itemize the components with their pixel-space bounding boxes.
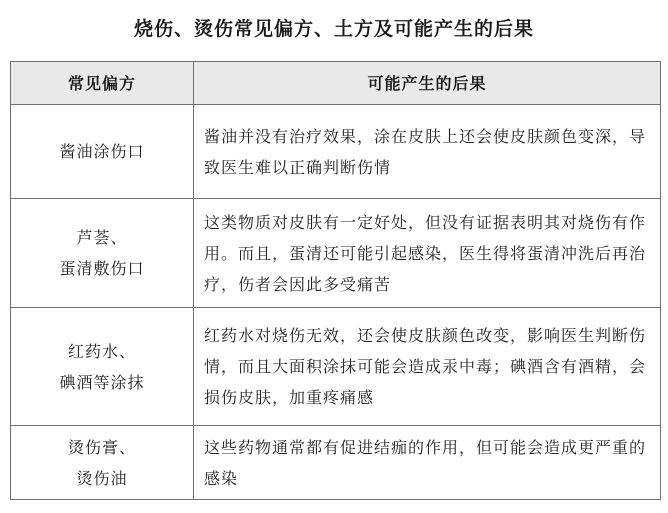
remedy-cell: [11, 199, 194, 308]
document-title: 烧伤、烫伤常见偏方、土方及可能产生的后果: [133, 18, 534, 40]
column-header-consequence: 可能产生的后果: [194, 62, 661, 105]
table-row: [11, 426, 661, 500]
remedy-cell: [11, 105, 194, 199]
column-header-remedy: 常见偏方: [11, 62, 194, 105]
remedy-text: 烫伤膏、: [67, 437, 136, 457]
remedy-text: 酱油涂伤口: [59, 142, 145, 161]
remedy-text: 碘酒等涂抹: [59, 372, 145, 392]
consequence-cell: 酱油并没有治疗效果，涂在皮肤上还会使皮肤颜色变深，导致医生难以正确判断伤情: [194, 105, 661, 199]
consequence-cell: 这类物质对皮肤有一定好处，但没有证据表明其对烧伤有作用。而且，蛋清还可能引起感染，医生得将蛋清冲洗后再治疗，伤者会因此多受痛苦: [194, 199, 661, 308]
remedy-text: 芦荟、: [76, 228, 128, 247]
remedy-text: 烫伤油: [76, 468, 128, 488]
table-row: [11, 105, 661, 199]
remedy-cell: [11, 426, 194, 500]
consequence-cell: 红药水对烧伤无效，还会使皮肤颜色改变，影响医生判断伤情，而且大面积涂抹可能会造成汞中毒；碘酒含有酒精，会损伤皮肤，加重疼痛感: [194, 308, 661, 426]
remedy-text: 蛋清敷伤口: [59, 259, 145, 278]
table-row: [11, 199, 661, 308]
consequence-cell: 这些药物通常都有促进结痂的作用，但可能会造成更严重的感染: [194, 426, 661, 500]
table-row: [11, 308, 661, 426]
remedy-cell: [11, 308, 194, 426]
remedy-consequence-table: [10, 61, 661, 500]
remedy-text: 红药水、: [67, 341, 136, 361]
table-header-row: [11, 62, 661, 105]
